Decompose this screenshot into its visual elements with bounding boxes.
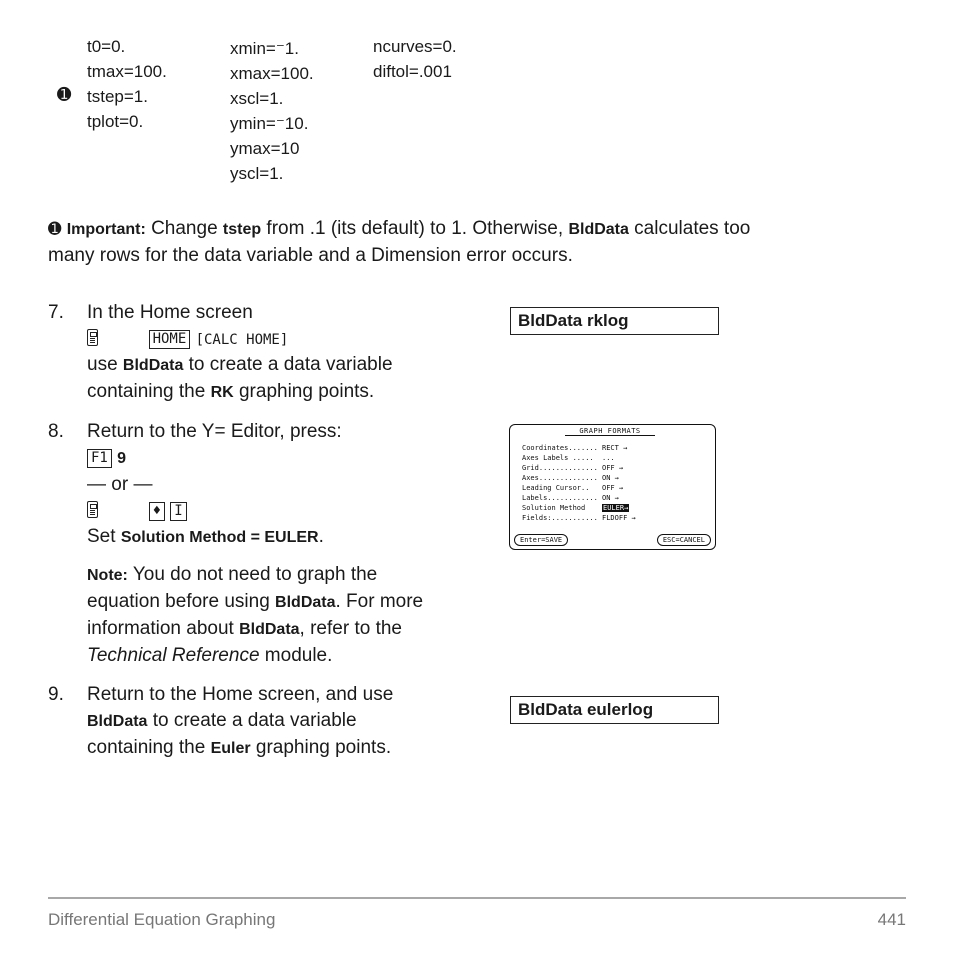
- technical-reference-title: Technical Reference: [87, 645, 260, 666]
- step-9-text-2: containing the: [87, 737, 211, 758]
- note-text-2b: . For more: [335, 591, 424, 612]
- format-row-axes: [522, 474, 619, 482]
- step-7: [87, 300, 487, 406]
- euler-keyword: Euler: [210, 740, 251, 757]
- important-label: Important:: [66, 221, 146, 238]
- step-8-keys-1: [87, 445, 507, 472]
- calculator-icon: [87, 329, 98, 346]
- value-column-2: [230, 36, 314, 186]
- footer-title: Differential Equation Graphing: [48, 910, 276, 929]
- enter-save-button: Enter=SAVE: [514, 534, 568, 546]
- step-9-number: 9.: [48, 684, 64, 705]
- tstep-keyword: tstep: [222, 221, 262, 238]
- blddata-keyword: BldData: [239, 621, 300, 638]
- format-value: ON →: [602, 474, 619, 482]
- format-label: Solution Method: [522, 504, 586, 512]
- value-tmax: tmax=100.: [87, 62, 167, 81]
- format-value: OFF →: [602, 464, 624, 472]
- calculator-icon: [87, 501, 98, 518]
- step-8-set: Set: [87, 526, 121, 547]
- value-column-1: [87, 34, 167, 134]
- value-ncurves: ncurves=0.: [373, 37, 457, 56]
- format-row-solution-method: [522, 504, 629, 512]
- note-text-3b: , refer to the: [299, 618, 402, 639]
- step-9: [87, 682, 507, 762]
- footer-divider: [48, 897, 906, 899]
- step-7-keys: [87, 326, 487, 352]
- format-value: FLDOFF →: [602, 514, 636, 522]
- format-row-grid: [522, 464, 623, 472]
- important-text-3: calculates too: [628, 218, 751, 239]
- note-block: [87, 562, 507, 669]
- note-label: Note:: [87, 567, 128, 584]
- solution-method-keyword: Solution Method = EULER: [120, 529, 319, 546]
- format-row-leading-cursor: [522, 484, 623, 492]
- step-7-text-1: to create a data variable: [183, 354, 393, 375]
- value-xmin: xmin=⁻1.: [230, 39, 299, 58]
- step-9-line-1: Return to the Home screen, and use: [87, 684, 394, 705]
- value-yscl: yscl=1.: [230, 164, 284, 183]
- calc-home-key: [CALC HOME]: [195, 332, 289, 348]
- format-value: ON →: [602, 494, 619, 502]
- blddata-keyword: BldData: [568, 221, 629, 238]
- step-8-keys-2: [87, 498, 507, 524]
- f1-key: F1: [87, 449, 112, 468]
- graph-formats-title: GRAPH FORMATS: [565, 427, 655, 436]
- value-tplot: tplot=0.: [87, 112, 144, 131]
- esc-cancel-button: ESC=CANCEL: [657, 534, 711, 546]
- step-7-text-2: containing the: [87, 381, 211, 402]
- eulerlog-entry-box: BldData eulerlog: [510, 696, 719, 724]
- graph-formats-screen: [509, 424, 716, 550]
- nine-key: 9: [117, 450, 127, 467]
- important-text-1: Change: [145, 218, 223, 239]
- note-text-4b: module.: [259, 645, 333, 666]
- step-8-line-1: Return to the Y= Editor, press:: [87, 421, 342, 442]
- step-8: [87, 419, 507, 669]
- value-t0: t0=0.: [87, 37, 126, 56]
- step-8-number: 8.: [48, 421, 64, 442]
- step-7-text-3: graphing points.: [233, 381, 375, 402]
- format-value: RECT →: [602, 444, 628, 452]
- diamond-key: ♦: [149, 502, 165, 521]
- format-row-fields: [522, 514, 636, 522]
- value-xscl: xscl=1.: [230, 89, 284, 108]
- step-9-text-3: graphing points.: [250, 737, 392, 758]
- format-row-axes-labels: [522, 454, 615, 462]
- home-key: HOME: [149, 330, 191, 349]
- note-text-2a: equation before using: [87, 591, 276, 612]
- blddata-keyword: BldData: [87, 713, 148, 730]
- format-row-labels: [522, 494, 619, 502]
- important-line-2: many rows for the data variable and a Dimension error occurs.: [48, 245, 573, 266]
- important-marker: ➊: [48, 221, 62, 238]
- note-text-1: You do not need to graph the: [127, 564, 378, 585]
- format-label: Axes Labels .....: [522, 454, 594, 462]
- page-number: 441: [877, 910, 906, 929]
- blddata-keyword: BldData: [122, 357, 184, 374]
- step-7-number: 7.: [48, 302, 64, 323]
- step-9-text-1: to create a data variable: [147, 710, 357, 731]
- important-text-2: from .1 (its default) to 1. Otherwise,: [261, 218, 569, 239]
- format-label: Grid..............: [522, 464, 598, 472]
- format-label: Leading Cursor..: [522, 484, 590, 492]
- format-label: Labels............: [522, 494, 598, 502]
- rk-keyword: RK: [210, 384, 234, 401]
- value-ymin: ymin=⁻10.: [230, 114, 309, 133]
- format-label: Coordinates.......: [522, 444, 598, 452]
- format-value: OFF →: [602, 484, 624, 492]
- step-7-line-1: In the Home screen: [87, 302, 253, 323]
- or-separator: — or —: [87, 474, 153, 495]
- format-label: Axes..............: [522, 474, 598, 482]
- value-tstep: tstep=1.: [87, 87, 148, 106]
- blddata-keyword: BldData: [275, 594, 336, 611]
- i-key: I: [170, 502, 186, 521]
- step-7-use: use: [87, 354, 123, 375]
- value-column-3: [373, 34, 457, 84]
- value-diftol: diftol=.001: [373, 62, 452, 81]
- value-ymax: ymax=10: [230, 139, 300, 158]
- footnote-marker: ➊: [57, 85, 72, 104]
- step-8-period: .: [318, 526, 324, 547]
- important-note: [48, 216, 908, 269]
- format-row-coordinates: [522, 444, 627, 452]
- note-text-3a: information about: [87, 618, 240, 639]
- value-xmax: xmax=100.: [230, 64, 314, 83]
- format-value-selected: EULER→: [603, 504, 629, 512]
- format-value: ...: [602, 454, 615, 462]
- rklog-entry-box: BldData rklog: [510, 307, 719, 335]
- format-label: Fields:...........: [522, 514, 598, 522]
